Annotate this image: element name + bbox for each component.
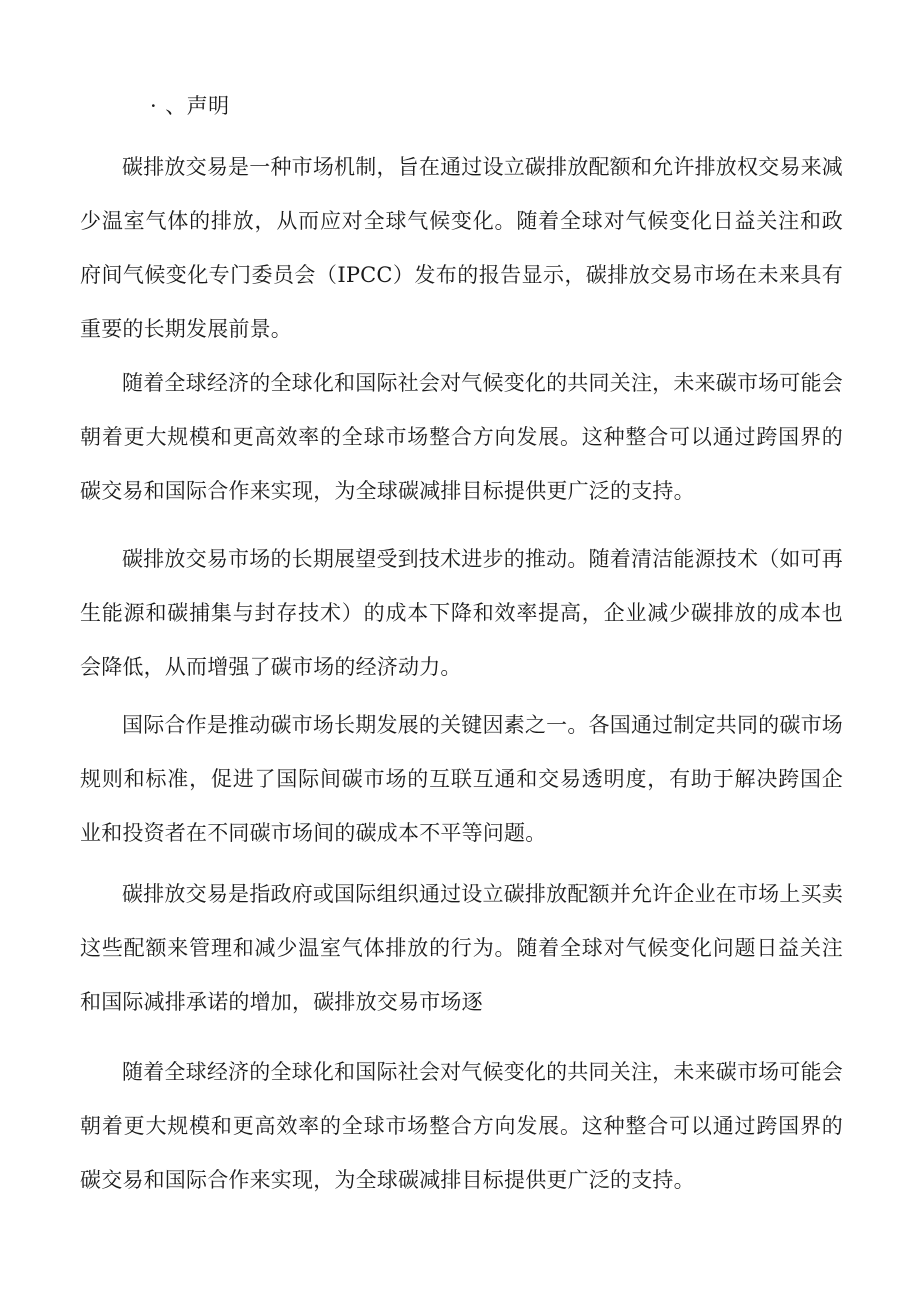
paragraph-3: 碳排放交易市场的长期展望受到技术进步的推动。随着清洁能源技术（如可再生能源和碳捕集与封存技术）的成本下降和效率提高，企业减少碳排放的成本也会降低，从而增强了碳市场的经济动力。: [80, 547, 843, 679]
paragraph-6: 随着全球经济的全球化和国际社会对气候变化的共同关注，未来碳市场可能会朝着更大规模和更高效率的全球市场整合方向发展。这种整合可以通过跨国界的碳交易和国际合作来实现，为全球碳减排目标提供更广泛的支持。: [80, 1060, 843, 1192]
heading-title: 、声明: [165, 94, 230, 118]
section-heading: [150, 88, 230, 124]
paragraph-4: 国际合作是推动碳市场长期发展的关键因素之一。各国通过制定共同的碳市场规则和标准，促进了国际间碳市场的互联互通和交易透明度，有助于解决跨国企业和投资者在不同碳市场间的碳成本不平等问题。: [80, 713, 843, 845]
paragraph-1: 碳排放交易是一种市场机制，旨在通过设立碳排放配额和允许排放权交易来减少温室气体的排放，从而应对全球气候变化。随着全球对气候变化日益关注和政府间气候变化专门委员会（IPCC）发布的报告显示，碳排放交易市场在未来具有重要的长期发展前景。: [80, 155, 843, 341]
heading-bullet: ·: [150, 94, 158, 118]
paragraph-5: 碳排放交易是指政府或国际组织通过设立碳排放配额并允许企业在市场上买卖这些配额来管理和减少温室气体排放的行为。随着全球对气候变化问题日益关注和国际减排承诺的增加，碳排放交易市场逐: [80, 882, 843, 1014]
paragraph-2: 随着全球经济的全球化和国际社会对气候变化的共同关注，未来碳市场可能会朝着更大规模和更高效率的全球市场整合方向发展。这种整合可以通过跨国界的碳交易和国际合作来实现，为全球碳减排目标提供更广泛的支持。: [80, 371, 843, 503]
